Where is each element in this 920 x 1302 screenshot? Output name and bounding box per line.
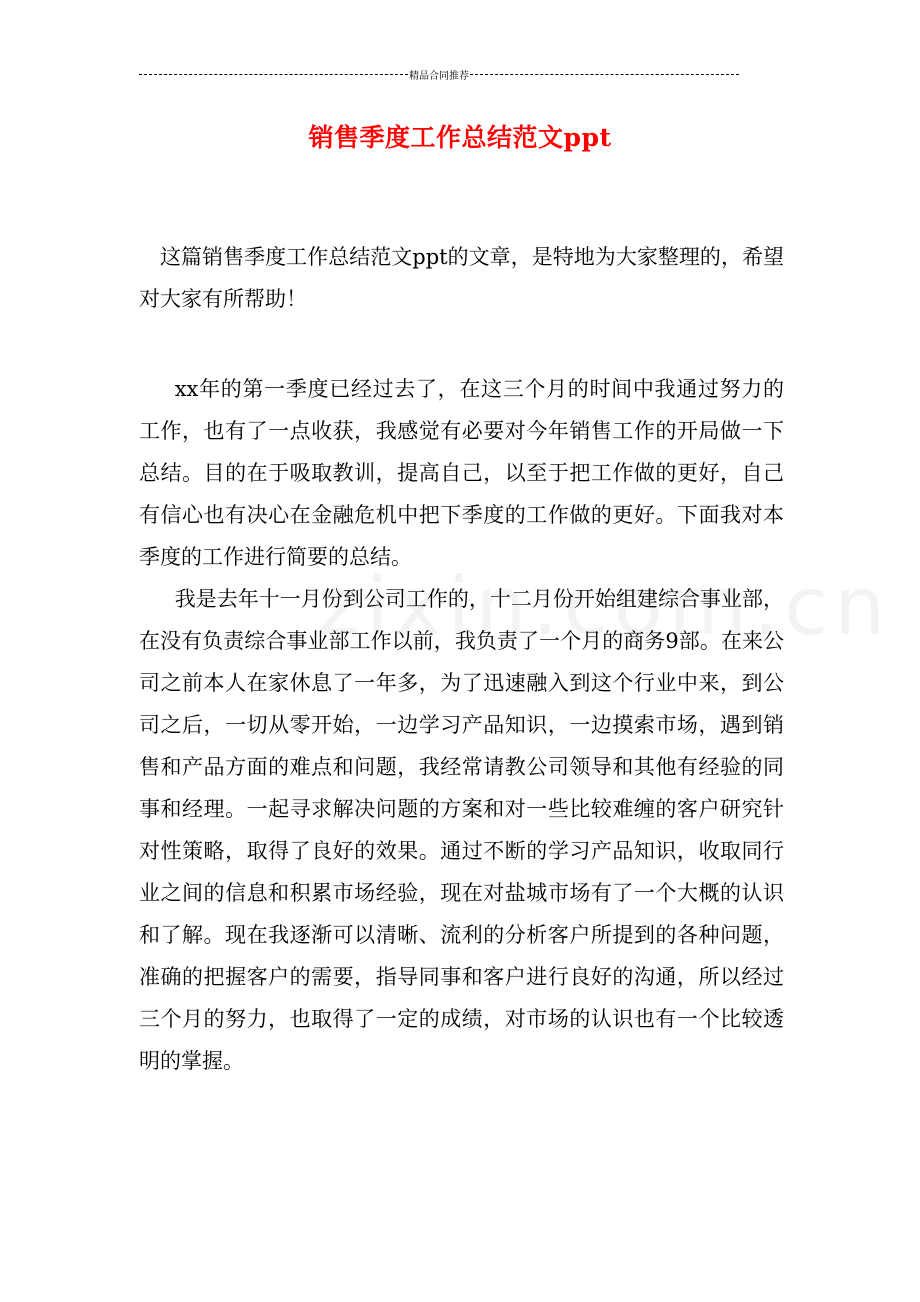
document-title: 销售季度工作总结范文ppt xyxy=(308,123,612,152)
header-dash-left xyxy=(139,74,408,75)
document-body xyxy=(139,236,784,1082)
intro-paragraph: 这篇销售季度工作总结范文ppt的文章，是特地为大家整理的，希望对大家有所帮助！ xyxy=(139,245,784,311)
paragraph-gap xyxy=(139,320,784,368)
header-dash-right xyxy=(470,74,739,75)
body-paragraph-1: xx年的第一季度已经过去了，在这三个月的时间中我通过努力的工作，也有了一点收获，我感觉有必要对今年销售工作的开局做一下总结。目的在于吸取教训，提高自己，以至于把工作做的更好，自己有信心也有决心在金融危机中把下季度的工作做的更好。下面我对本季度的工作进行简要的总结。 xyxy=(139,377,784,569)
header-rule xyxy=(139,66,739,82)
body-paragraph-2: 我是去年十一月份到公司工作的，十二月份开始组建综合事业部，在没有负责综合事业部工作以前，我负责了一个月的商务9部。在来公司之前本人在家休息了一年多，为了迅速融入到这个行业中来，到公司之后，一切从零开始，一边学习产品知识，一边摸索市场，遇到销售和产品方面的难点和问题，我经常请教公司领导和其他有经验的同事和经理。一起寻求解决问题的方案和对一些比较难缠的客户研究针对性策略，取得了良好的效果。通过不断的学习产品知识，收取同行业之间的信息和积累市场经验，现在对盐城市场有了一个大概的认识和了解。现在我逐渐可以清晰、流利的分析客户所提到的各种问题，准确的把握客户的需要，指导同事和客户进行良好的沟通，所以经过三个月的努力，也取得了一定的成绩，对市场的认识也有一个比较透明的掌握。 xyxy=(139,587,784,1073)
header-label: 精品合同推荐 xyxy=(409,70,469,82)
